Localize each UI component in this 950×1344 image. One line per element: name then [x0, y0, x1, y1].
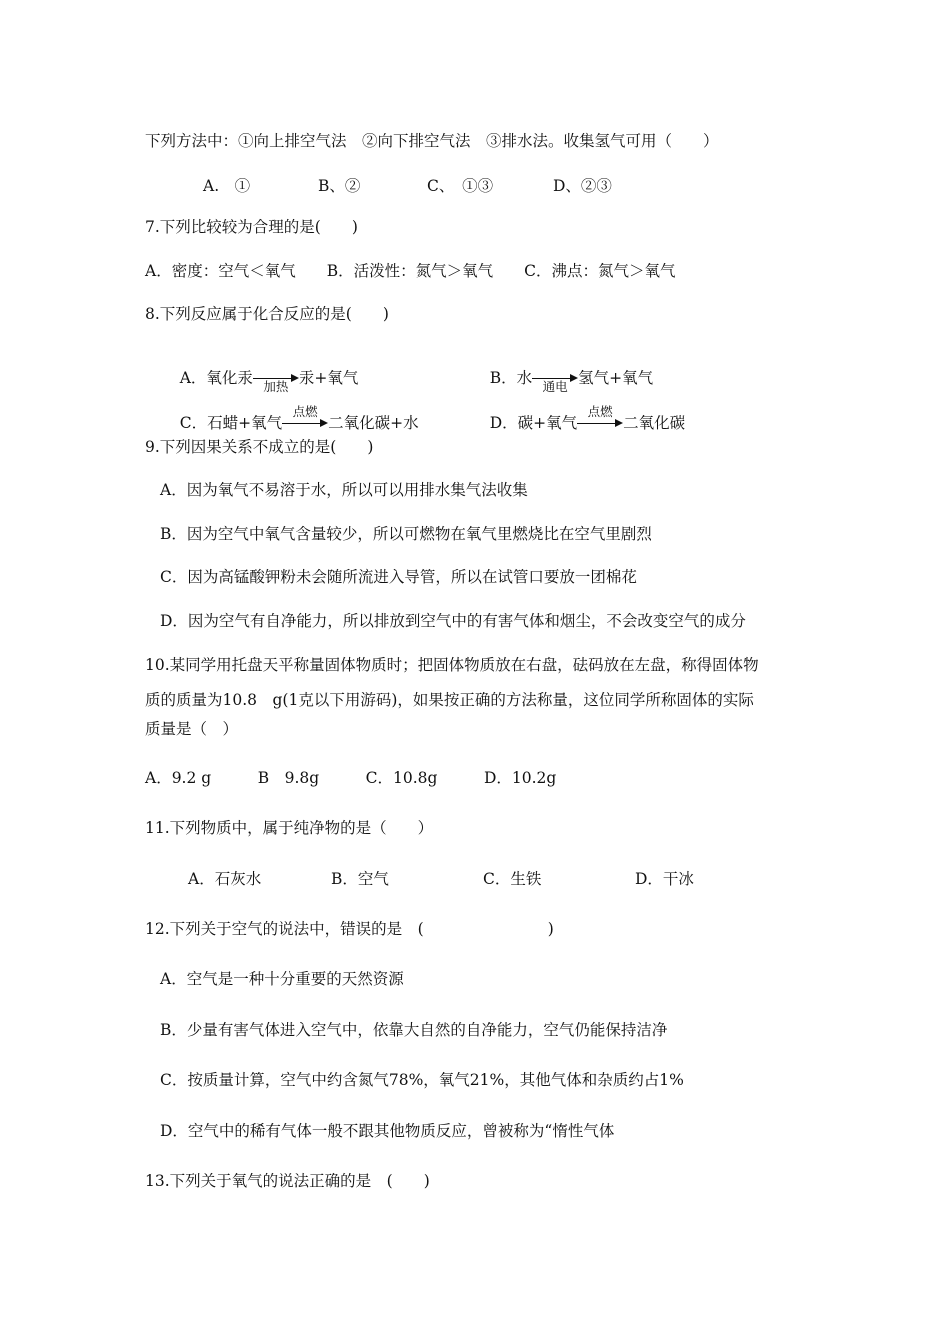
reaction-arrow-icon	[282, 404, 328, 434]
reaction-condition: 点燃	[587, 404, 613, 419]
question-6-option-d: D、②③	[553, 177, 612, 195]
question-12-option-d: D．空气中的稀有气体一般不跟其他物质反应，曾被称为“惰性气体	[160, 1122, 615, 1140]
reaction-condition: 通电	[542, 379, 568, 394]
equation-product: 二氧化碳	[623, 414, 686, 432]
question-12-option-a: A．空气是一种十分重要的天然资源	[160, 970, 404, 988]
equation-reactant: D．碳+氧气	[489, 414, 578, 432]
question-9-option-d: D．因为空气有自净能力，所以排放到空气中的有害气体和烟尘，不会改变空气的成分	[160, 612, 746, 630]
question-8-option-d	[470, 393, 685, 454]
question-12-option-b: B．少量有害气体进入空气中，依靠大自然的自净能力，空气仍能保持洁净	[160, 1021, 668, 1039]
question-6-option-a: A. ①	[203, 177, 251, 195]
equation-product: 汞+氧气	[298, 369, 359, 387]
reaction-arrow-icon	[532, 369, 578, 394]
question-8-stem: 8.下列反应属于化合反应的是( )	[145, 305, 389, 323]
question-12-option-c: C．按质量计算，空气中约含氮气78%，氧气21%，其他气体和杂质约占1%	[160, 1071, 684, 1089]
question-13-stem: 13.下列关于氧气的说法正确的是 ( )	[145, 1172, 430, 1190]
question-7-stem: 7.下列比较较为合理的是( )	[145, 218, 358, 236]
equation-reactant: A．氧化汞	[179, 369, 253, 387]
question-11-option-b: B．空气	[331, 870, 389, 888]
question-11-option-c: C．生铁	[483, 870, 542, 888]
question-7-options: A．密度：空气＜氧气 B．活泼性：氮气＞氧气 C．沸点：氮气＞氧气	[145, 262, 676, 280]
question-6-option-b: B、②	[318, 177, 361, 195]
question-10-options: A．9.2 g B 9.8g C．10.8g D．10.2g	[145, 769, 557, 787]
equation-product: 氢气+氧气	[578, 369, 654, 387]
reaction-condition: 加热	[263, 379, 289, 394]
question-12-stem: 12.下列关于空气的说法中，错误的是 ( )	[145, 920, 554, 938]
question-9-stem: 9.下列因果关系不成立的是( )	[145, 438, 374, 456]
equation-product: 二氧化碳+水	[328, 414, 419, 432]
question-10-line-2: 质的质量为10.8 g(1克以下用游码)，如果按正确的方法称量，这位同学所称固体的实际	[145, 691, 754, 709]
equation-reactant: C．石蜡+氧气	[179, 414, 283, 432]
question-10-line-3: 质量是（ ）	[145, 720, 239, 738]
question-11-option-d: D．干冰	[635, 870, 694, 888]
question-9-option-b: B．因为空气中氧气含量较少，所以可燃物在氧气里燃烧比在空气里剧烈	[160, 525, 652, 543]
question-11-option-a: A．石灰水	[188, 870, 262, 888]
question-10-line-1: 10.某同学用托盘天平称量固体物质时；把固体物质放在右盘，砝码放在左盘，称得固体物	[145, 656, 759, 674]
question-6-option-c: C、 ①③	[427, 177, 494, 195]
reaction-condition: 点燃	[292, 404, 318, 419]
reaction-arrow-icon	[577, 404, 623, 434]
equation-reactant: B．水	[489, 369, 533, 387]
question-11-stem: 11.下列物质中，属于纯净物的是（ ）	[145, 819, 434, 837]
reaction-arrow-icon	[253, 369, 299, 394]
question-9-option-a: A．因为氧气不易溶于水，所以可以用排水集气法收集	[160, 481, 528, 499]
question-6-stem: 下列方法中：①向上排空气法 ②向下排空气法 ③排水法。收集氢气可用（ ）	[145, 132, 719, 150]
question-9-option-c: C．因为高锰酸钾粉未会随所流进入导管，所以在试管口要放一团棉花	[160, 568, 637, 586]
